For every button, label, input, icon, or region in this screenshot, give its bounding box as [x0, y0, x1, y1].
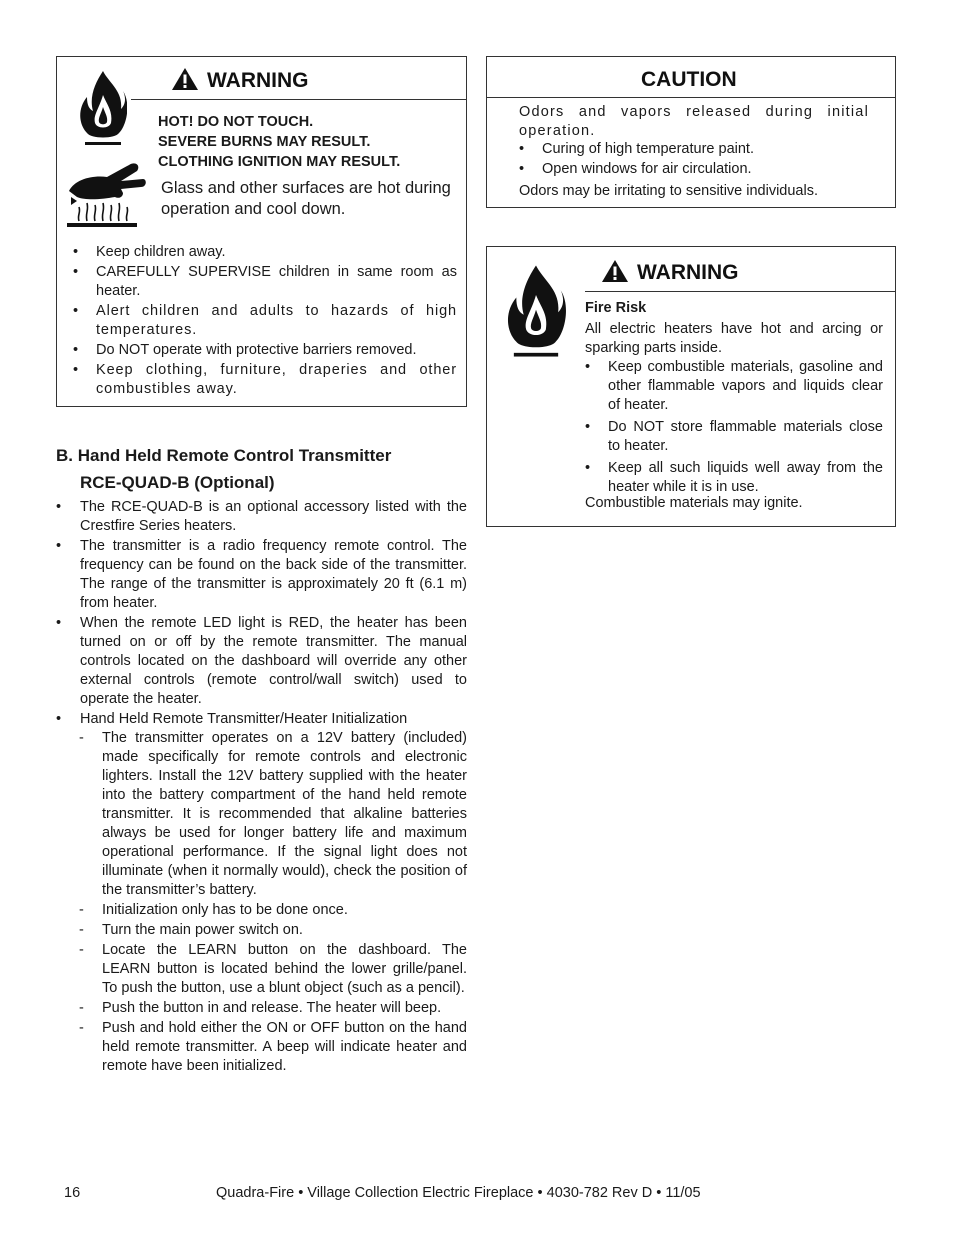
caution-intro: Odors and vapors released during initial operation.	[519, 104, 869, 139]
list-item: • When the remote LED light is RED, the heater has been turned on or off by the remote transmitter. The manual controls located on the dashboard will override any other external controls (remote control/wall switch) used to operate the heater.	[56, 615, 467, 707]
document-footer: Quadra-Fire • Village Collection Electric Fireplace • 4030-782 Rev D • 11/05	[216, 1185, 701, 1201]
caution-list	[519, 140, 869, 180]
warning-title: WARNING	[207, 69, 309, 92]
step-item: - Push and hold either the ON or OFF button on the hand held remote transmitter. A beep will indicate heater and remote have been initialized.	[79, 1020, 467, 1074]
section-b-title: B. Hand Held Remote Control Transmitter	[56, 446, 392, 465]
hot-warning-line-1: HOT! DO NOT TOUCH.	[158, 114, 314, 130]
section-b-list	[56, 498, 467, 730]
list-item: • Keep all such liquids well away from the heater while it is in use.	[585, 460, 883, 495]
hot-surface-hand-icon	[63, 157, 147, 229]
fire-risk-intro: All electric heaters have hot and arcing or sparking parts inside.	[585, 321, 883, 356]
warning-box-fire-risk	[486, 246, 896, 527]
list-item: • Do NOT operate with protective barriers removed.	[73, 342, 417, 358]
step-item: - Initialization only has to be done once.	[79, 902, 348, 918]
list-item: • Do NOT store flammable materials close to heater.	[585, 419, 883, 454]
list-item: • Keep clothing, furniture, draperies and other combustibles away.	[73, 362, 457, 397]
page-number: 16	[64, 1185, 81, 1201]
caution-header	[487, 57, 895, 98]
warning-triangle-icon	[171, 67, 199, 91]
list-item: • Alert children and adults to hazards of high temperatures.	[73, 303, 457, 338]
warning-box-hot	[56, 56, 467, 407]
fire-risk-list	[585, 358, 883, 498]
flame-icon	[505, 263, 567, 359]
warning-list	[73, 243, 457, 400]
list-item: • Keep children away.	[73, 244, 226, 260]
hot-warning-line-3: CLOTHING IGNITION MAY RESULT.	[158, 154, 401, 170]
warning-header	[131, 57, 466, 100]
fire-risk-footer: Combustible materials may ignite.	[585, 495, 803, 511]
caution-title: CAUTION	[641, 68, 737, 91]
glass-hot-text: Glass and other surfaces are hot during operation and cool down.	[161, 179, 451, 218]
list-item: • CAREFULLY SUPERVISE children in same room as heater.	[73, 264, 457, 299]
flame-icon	[79, 69, 127, 147]
list-item: • The RCE-QUAD-B is an optional accessory listed with the Crestfire Series heaters.	[56, 499, 467, 534]
initialization-steps	[79, 729, 467, 1077]
fire-risk-subtitle: Fire Risk	[585, 300, 647, 316]
list-item: • Curing of high temperature paint.	[519, 141, 754, 157]
caution-box	[486, 56, 896, 208]
warning-title: WARNING	[637, 261, 739, 284]
warning-triangle-icon	[601, 259, 629, 283]
section-b-subtitle: RCE-QUAD-B (Optional)	[80, 473, 275, 492]
step-item: - Locate the LEARN button on the dashboard. The LEARN button is located behind the lower grille/panel. To push the button, use a blunt object (such as a pencil).	[79, 942, 467, 996]
caution-footer: Odors may be irritating to sensitive individuals.	[519, 183, 818, 199]
warning-header	[585, 247, 895, 292]
list-item: • Open windows for air circulation.	[519, 161, 752, 177]
list-item: • Keep combustible materials, gasoline and other flammable vapors and liquids clear of heater.	[585, 359, 883, 413]
list-item: • The transmitter is a radio frequency remote control. The frequency can be found on the back side of the transmitter. The range of the transmitter is approximately 20 ft (6.1 m) from heater.	[56, 538, 467, 611]
hot-warning-line-2: SEVERE BURNS MAY RESULT.	[158, 134, 371, 150]
step-item: - Push the button in and release. The heater will beep.	[79, 1000, 442, 1016]
step-item: - Turn the main power switch on.	[79, 922, 303, 938]
step-item: - The transmitter operates on a 12V battery (included) made specifically for remote controls and electronic lighters. Install the 12V battery supplied with the heater into the battery compartment of the hand held remote transmitter. It is recommended that alkaline batteries always be used for longer battery life and maximum operational performance. If the signal light does not illuminate (when it normally would), check the position of the transmitter’s battery.	[79, 730, 467, 898]
list-item: • Hand Held Remote Transmitter/Heater Initialization	[56, 711, 408, 727]
